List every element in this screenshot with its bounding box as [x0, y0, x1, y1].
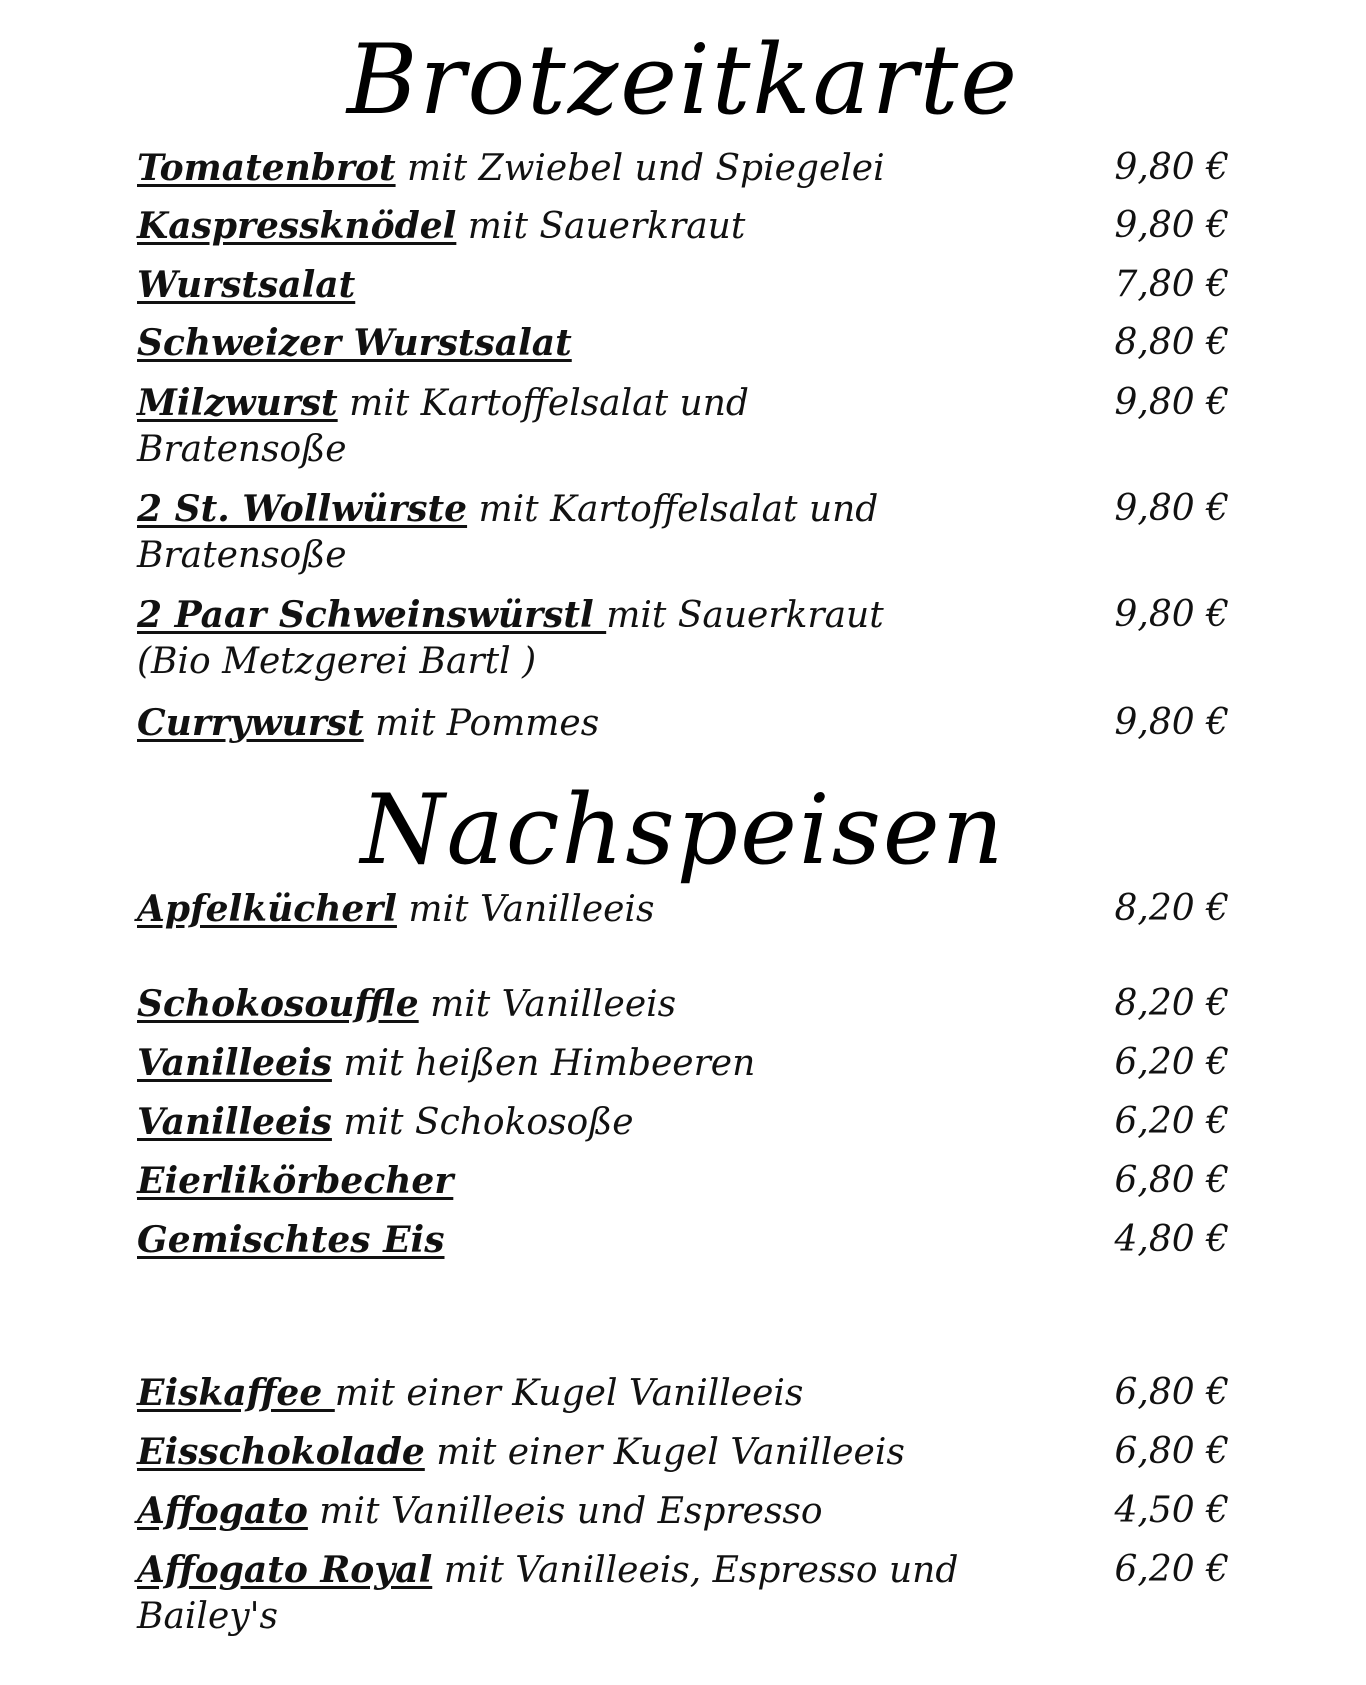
item-description: mit Vanilleeis und Espresso: [307, 1491, 823, 1532]
item-description: mit einer Kugel Vanilleeis: [424, 1432, 905, 1473]
item-price: 6,80 €: [1114, 1160, 1229, 1201]
item-price: 4,50 €: [1114, 1490, 1229, 1531]
item-name: Wurstsalat: [137, 264, 356, 306]
item-price: 9,80 €: [1114, 702, 1229, 743]
item-description: mit Sauerkraut: [456, 206, 746, 247]
item-name: Vanilleeis: [137, 1101, 332, 1143]
item-name: Currywurst: [137, 702, 364, 744]
item-price: 6,80 €: [1114, 1431, 1229, 1472]
item-description: mit Vanilleeis, Espresso und Bailey's: [137, 1550, 959, 1637]
item-price: 6,80 €: [1114, 1372, 1229, 1413]
item-name: Tomatenbrot: [137, 147, 396, 189]
item-name: Affogato: [137, 1490, 308, 1532]
item-name: Eiskaffee: [137, 1372, 335, 1414]
menu-item: [137, 1429, 1229, 1476]
item-price: 7,80 €: [1114, 264, 1229, 305]
item-name: Affogato Royal: [137, 1549, 433, 1591]
section-title-brotzeitkarte: Brotzeitkarte: [346, 24, 1020, 136]
item-description: mit Zwiebel und Spiegelei: [395, 148, 885, 189]
item-description: mit heißen Himbeeren: [331, 1043, 756, 1084]
menu-item: [137, 981, 1229, 1028]
item-name: Apfelkücherl: [137, 888, 397, 930]
item-name: 2 St. Wollwürste: [137, 488, 468, 530]
item-name: Eierlikörbecher: [137, 1160, 454, 1202]
item-price: 6,20 €: [1114, 1042, 1229, 1083]
menu-item: [137, 380, 1229, 473]
item-name: Schokosouffle: [137, 983, 419, 1025]
item-name: Gemischtes Eis: [137, 1219, 445, 1261]
item-description: mit einer Kugel Vanilleeis: [334, 1373, 804, 1414]
item-price: 6,20 €: [1114, 1549, 1229, 1590]
item-name: Eisschokolade: [137, 1431, 425, 1473]
menu-item: [137, 262, 1229, 309]
item-description: mit Vanilleeis: [418, 984, 677, 1025]
item-description: mit Sauerkraut (Bio Metzgerei Bartl ): [137, 595, 884, 682]
item-name: 2 Paar Schweinswürstl: [137, 594, 607, 636]
menu-item: [137, 1488, 1229, 1535]
menu-item: [137, 1099, 1229, 1146]
item-price: 9,80 €: [1114, 205, 1229, 246]
item-price: 9,80 €: [1114, 594, 1229, 635]
menu-item: [137, 1370, 1229, 1417]
item-name: Schweizer Wurstsalat: [137, 322, 572, 364]
item-price: 8,20 €: [1114, 888, 1229, 929]
section-title-nachspeisen: Nachspeisen: [360, 774, 1006, 886]
menu-item: [137, 145, 1229, 192]
menu-item: [137, 700, 1229, 747]
item-price: 4,80 €: [1114, 1219, 1229, 1260]
item-description: mit Vanilleeis: [396, 889, 655, 930]
menu-item: [137, 592, 1229, 685]
item-name: Kaspressknödel: [137, 205, 457, 247]
item-description: mit Kartoffelsalat und Bratensoße: [137, 489, 879, 576]
menu-item: [137, 1040, 1229, 1087]
item-price: 9,80 €: [1114, 147, 1229, 188]
item-description: mit Schokosoße: [331, 1102, 634, 1143]
item-price: 9,80 €: [1114, 382, 1229, 423]
menu-item: [137, 320, 1229, 367]
menu-item: [137, 1217, 1229, 1264]
menu-item: [137, 886, 1229, 933]
menu-item: [137, 1547, 1229, 1640]
item-name: Milzwurst: [137, 382, 338, 424]
item-description: mit Pommes: [363, 703, 600, 744]
item-price: 6,20 €: [1114, 1101, 1229, 1142]
item-price: 9,80 €: [1114, 488, 1229, 529]
item-price: 8,20 €: [1114, 983, 1229, 1024]
item-description: mit Kartoffelsalat und Bratensoße: [137, 383, 749, 470]
menu-item: [137, 1158, 1229, 1205]
item-name: Vanilleeis: [137, 1042, 332, 1084]
menu-item: [137, 203, 1229, 250]
menu-item: [137, 486, 1229, 579]
item-price: 8,80 €: [1114, 322, 1229, 363]
